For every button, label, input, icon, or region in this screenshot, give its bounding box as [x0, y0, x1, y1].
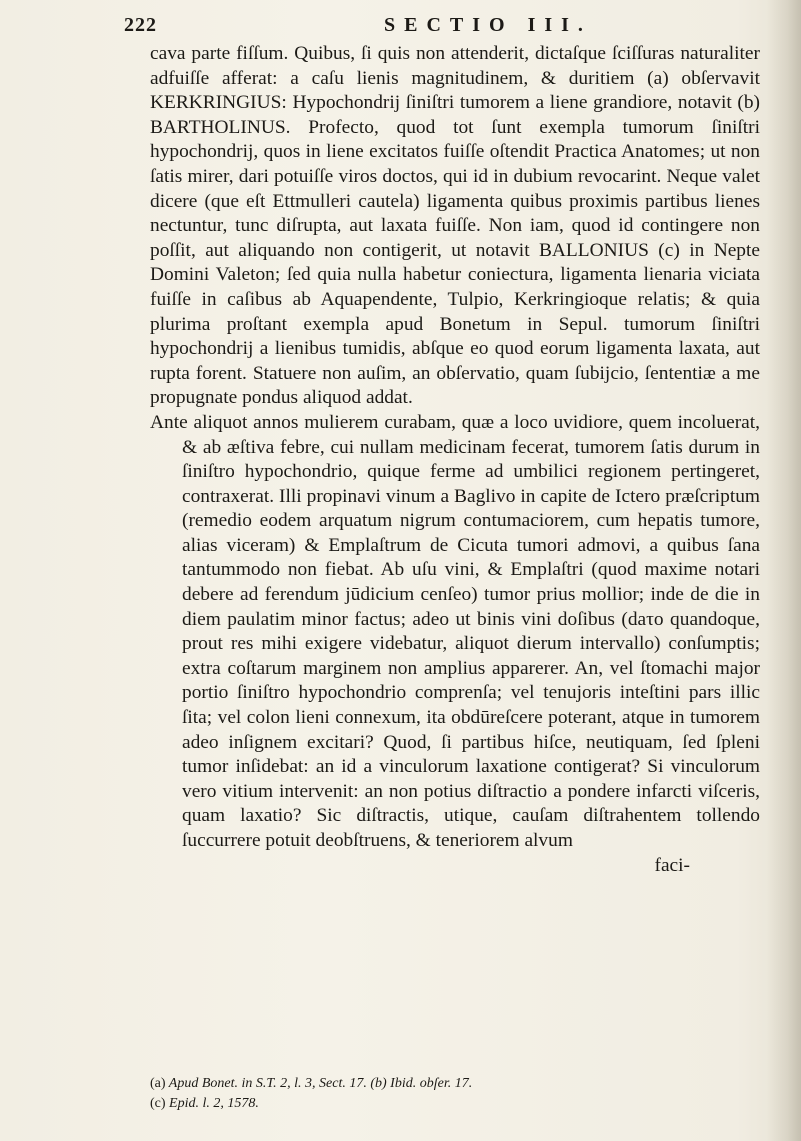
footnote-mark: (c): [150, 1096, 166, 1111]
page-edge-shadow: [767, 0, 801, 1141]
page-number: 222: [124, 14, 157, 36]
footnotes: [150, 1074, 570, 1114]
page-header: [124, 14, 761, 40]
catchword: faci-: [654, 854, 690, 876]
footnote-text: Epid. l. 2, 1578.: [169, 1096, 259, 1111]
footnote-c: [150, 1094, 570, 1114]
paragraph-case-report: Ante aliquot annos mulierem curabam, quæ a loco uvidiore, quem incoluerat, & ab æſtiva febre, cui nullam medicinam fecerat, tumorem ſatis durum in ſiniſtro hypochondrio, quique ferme ad umbilici regionem pertingeret, contraxerat. Illi propinavi vinum a Baglivo in capite de Ictero præſcriptum (remedio eodem arquatum nigrum contumaciorem, cum hepatis tumore, alias viceram) & Emplaſtrum de Cicuta tumori admovi, a quibus ſana tantummodo non fiebat. Ab uſu vini, & Emplaſtri (quod maxime notari debere ad ferendum jūdicium cenſeo) tumor prius mollior; inde de die in diem paulatim minor factus; adeo ut binis vini doſibus (daτo quandoque, prout res mihi exigere videbatur, aliquot dierum intervallo) conſumptis; extra coſtarum marginem non amplius apparerer. An, vel ſtomachi major portio ſiniſtro hypochondrio comprenſa; vel tenujoris inteſtini pars illic ſita; vel colon lieni connexum, ita obdūreſcere poterant, atque in tumorem adeo inſignem excitari? Quod, ſi partibus hiſce, neutiquam, ſed ſpleni tumor inſidebat: an id a vinculorum laxatione contigerat? Si vinculorum vero vitium intervenit: an non potius diſtractio a pondere infarcti viſceris, quam laxatio? Sic diſtractis, utique, cauſam diſtrahentem tollendo ſuccurrere potuit deobſtruens, & teneriorem alvum: [150, 411, 760, 851]
footnote-ab: [150, 1074, 570, 1094]
footnote-mark: (a): [150, 1076, 166, 1091]
running-title: SECTIO III.: [384, 14, 592, 36]
body-text: [150, 42, 760, 878]
paragraph-continued: cava parte fiſſum. Quibus, ſi quis non attenderit, dictaſque ſciſſuras naturaliter adfuiſſe afferat: a caſu lienis magnitudinem, & duritiem (a) obſervavit KERKRINGIUS: Hypochondrij ſiniſtri tumorem a liene grandiore, notavit (b) BARTHOLINUS. Profecto, quod tot ſunt exempla tumorum ſiniſtri hypochondrij, quos in liene excitatos fuiſſe oſtendit Practica Anatomes; ut non ſatis mirer, dari potuiſſe viros doctos, qui id in dubium revocarint. Neque valet dicere (que eſt Ettmulleri cautela) ligamenta quibus proximis partibus lienes nectuntur, tunc diſrupta, aut laxata fuiſſe. Non iam, quod id contingere non poſſit, aut aliquando non contigerit, ut notavit BALLONIUS (c) in Nepte Domini Valeton; ſed quia nulla habetur coniectura, ligamenta lienaria viciata fuiſſe in caſibus ab Aquapendente, Tulpio, Kerkringioque relatis; & quia plurima proſtant exempla apud Bonetum in Sepul. tumorum ſiniſtri hypochondrij a lienibus tumidis, abſque eo quod eorum ligamenta laxata, aut rupta forent. Statuere non auſim, an obſervatio, quam ſubijcio, ſententiæ a me propugnate pondus aliquod addat.: [150, 43, 760, 409]
footnote-text: Apud Bonet. in S.T. 2, l. 3, Sect. 17. (b) Ibid. obſer. 17.: [168, 1076, 473, 1091]
